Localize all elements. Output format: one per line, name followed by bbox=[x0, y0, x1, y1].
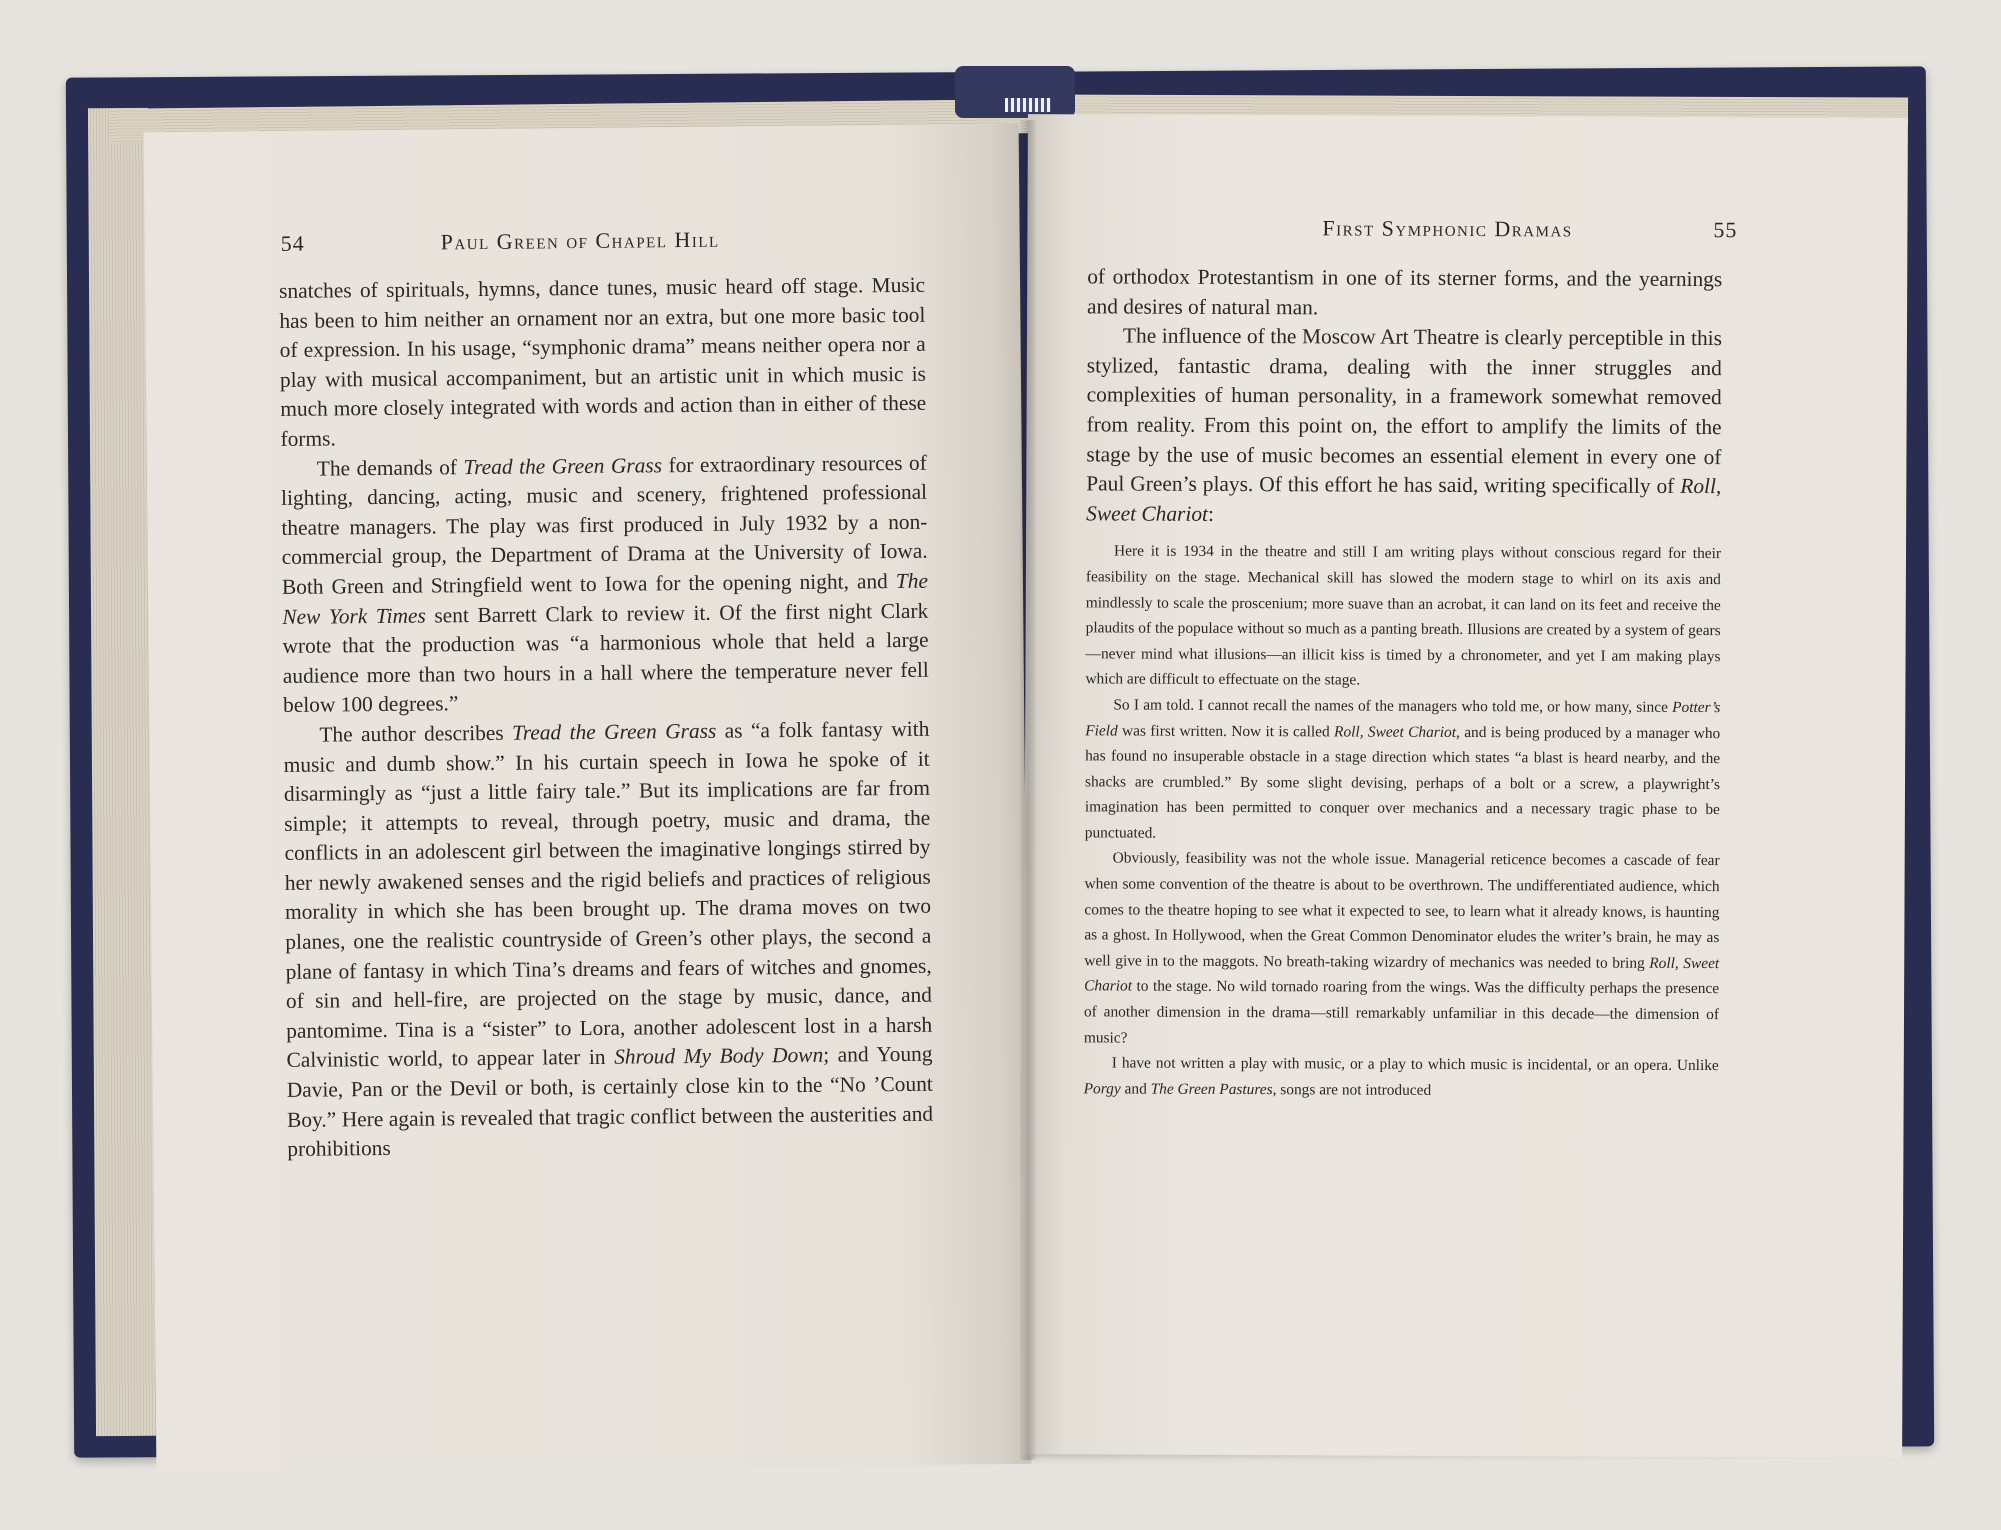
left-page bbox=[144, 124, 1032, 1472]
paragraph bbox=[1087, 262, 1722, 324]
page-number: 55 bbox=[1713, 217, 1738, 243]
text-run: , and is being produced by a manager who has found no insuperable obstacle in a stage direction which states “a blast is heard nearby, and the shacks are crumbled.” By some slight devising, perhaps of a bolt or a screw, a playwright’s imagination has been permitted to conquer over mechanics and a necessary tragic phase to be punctuated. bbox=[1084, 723, 1721, 842]
body-text bbox=[1084, 262, 1723, 1104]
body-text bbox=[279, 271, 933, 1165]
italic-title: Tread the Green Grass bbox=[511, 718, 717, 745]
quote-paragraph bbox=[1085, 692, 1721, 848]
quote-paragraph bbox=[1085, 539, 1721, 695]
gutter-shadow bbox=[1020, 120, 1036, 1460]
text-run: to the stage. No wild tornado roaring from the wings. Was the difficulty perhaps the presence of another dimension in the drama—still remarkably unfamiliar in this decade—the dimension of music? bbox=[1083, 977, 1720, 1047]
italic-title: Roll, Sweet Chariot bbox=[1084, 954, 1720, 995]
quote-paragraph bbox=[1084, 846, 1720, 1054]
paragraph bbox=[283, 715, 933, 1165]
text-run: Obviously, feasibility was not the whole issue. Managerial reticence becomes a cascade of fear when some convention of the theatre is about to be overthrown. The undifferentiated audience, which comes to the theatre hoping to see what it expected to see, to learn what it already knows, is haunting as a ghost. In Hollywood, when the Great Common Denominator eludes the writer’s brain, he may as well give in to the maggots. No breath-taking wizardry of mechanics was needed to bring bbox=[1084, 849, 1720, 972]
italic-title: Shroud My Body Down bbox=[614, 1043, 824, 1070]
italic-title: Roll, Sweet Chariot bbox=[1334, 722, 1457, 741]
text-run: sent Barrett Clark to review it. Of the first night Clark wrote that the production was “a harmonious whole that held a large audience more than two hours in a hall where the temperature never fell below 100 degrees.” bbox=[282, 598, 929, 718]
quote-paragraph bbox=[1084, 1051, 1719, 1105]
running-head-title: First Symphonic Dramas bbox=[1322, 215, 1573, 242]
text-run: , songs are not introduced bbox=[1272, 1080, 1432, 1099]
text-run: for extraordinary resources of lighting, dancing, acting, music and scenery, frightened professional theatre managers. The play was first produced in July 1932 by a non-commercial group, the Department of Drama at the University of Iowa. Both Green and Stringfield went to Iowa for the opening night, and bbox=[280, 450, 928, 599]
italic-title: The Green Pastures bbox=[1150, 1080, 1273, 1098]
text-run: was first written. Now it is called bbox=[1117, 721, 1335, 740]
italic-title: Roll, Sweet Chariot bbox=[1086, 474, 1722, 526]
italic-title: Potter’s Field bbox=[1085, 698, 1721, 739]
text-run: ; and Young Davie, Pan or the Devil or both, is certainly close kin to the “No ’Count Boy.” Here again is revealed that tragic conflict between the austerities and prohibitions bbox=[286, 1042, 934, 1162]
text-run: as “a folk fantasy with music and dumb show.” In his curtain speech in Iowa he spoke of it disarmingly as “just a little fairy tale.” But its implications are far from simple; it attempts to reveal, through poetry, music and drama, the conflicts in an adolescent girl between the imaginative longings stirred by her newly awakened senses and the rigid beliefs and practices of religious morality in which she has been brought up. The drama moves on two planes, one the realistic countryside of Green’s other plays, the second a plane of fantasy in which Tina’s dreams and fears of witches and gnomes, of sin and hell-fire, are projected on the stage by music, dance, and pantomime. Tina is a “sister” to Lora, another adolescent lost in a harsh Calvinistic world, to appear later in bbox=[283, 716, 933, 1073]
right-page bbox=[1022, 114, 1908, 1458]
paragraph bbox=[281, 448, 930, 721]
running-head bbox=[145, 224, 1020, 262]
headband bbox=[1005, 98, 1051, 112]
running-head-title: Paul Green of Chapel Hill bbox=[440, 226, 720, 255]
running-head bbox=[1027, 214, 1907, 248]
text-run: I have not written a play with music, or a play to which music is incidental, or an opera. Unlike bbox=[1111, 1054, 1719, 1075]
text-run: snatches of spirituals, hymns, dance tunes, music heard off stage. Music has been to him neither an ornament nor an extra, but one more basic tool of expression. In his usage, “symphonic drama” means neither opera nor a play with musical accompaniment, but an artistic unit in which music is much more closely integrated with words and action than in either of these forms. bbox=[279, 272, 927, 451]
text-run: Here it is 1934 in the theatre and still I am writing plays without conscious regard for their feasibility on the stage. Mechanical skill has slowed the modern stage to whirl on its axis and mindlessly to scale the proscenium; more suave than an acrobat, it can land on its feet and receive the plaudits of the populace without so much as a panting breath. Illusions are created by a system of gears—never mind what illusions—an illicit kiss is timed by a chronometer, and yet I am making plays which are difficult to effectuate on the stage. bbox=[1085, 542, 1722, 689]
text-run: of orthodox Protestantism in one of its sterner forms, and the yearnings and desires of natural man. bbox=[1087, 264, 1723, 319]
text-run: The influence of the Moscow Art Theatre is clearly perceptible in this stylized, fantastic drama, dealing with the inner struggles and complexities of human personality, in a framework somewhat removed from reality. From this point on, the effort to amplify the limits of the stage by the use of music becomes an essential element in every one of Paul Green’s plays. Of this effort he has said, writing specifically of bbox=[1086, 323, 1723, 499]
text-run: : bbox=[1207, 501, 1215, 526]
paragraph bbox=[1086, 322, 1722, 532]
text-run: So I am told. I cannot recall the names of the managers who told me, or how many, since bbox=[1113, 696, 1673, 716]
text-run: The demands of bbox=[316, 454, 464, 481]
italic-title: Tread the Green Grass bbox=[463, 452, 663, 479]
text-run: The author describes bbox=[319, 720, 513, 747]
italic-title: Porgy bbox=[1083, 1080, 1121, 1098]
block-quote bbox=[1084, 539, 1721, 1105]
page-number: 54 bbox=[280, 230, 305, 256]
text-run: and bbox=[1120, 1080, 1151, 1098]
paragraph bbox=[279, 271, 927, 455]
italic-title: The New York Times bbox=[282, 568, 929, 629]
